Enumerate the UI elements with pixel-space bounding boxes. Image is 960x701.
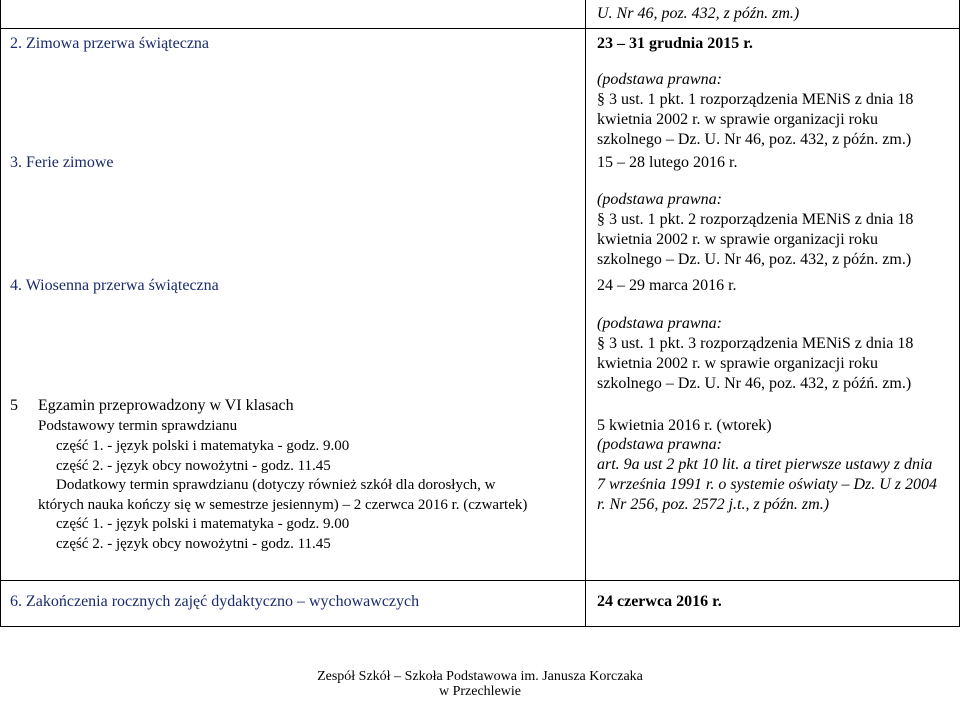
row5-line-extra-part2: część 2. - język obcy nowożytni - godz. 11.45	[56, 536, 331, 552]
row4-legal-line2: § 3 ust. 1 pkt. 3 rozporządzenia MENiS z dnia 18	[597, 335, 914, 352]
footer-line1: Zespół Szkół – Szkoła Podstawowa im. Janusza Korczaka	[317, 669, 643, 684]
row4-legal-line4: szkolnego – Dz. U. Nr 46, poz. 432, z późń. zm.)	[597, 375, 912, 392]
row3-date: 15 – 28 lutego 2016 r.	[597, 154, 738, 171]
row5-legal-line2: art. 9a ust 2 pkt 10 lit. a tiret pierwsze ustawy z dnia	[597, 456, 933, 473]
row5-date: 5 kwietnia 2016 r. (wtorek)	[597, 417, 772, 434]
row5-legal-line3: 7 września 1991 r. o systemie oświaty – Dz. U z 2004	[597, 476, 938, 493]
row4-date: 24 – 29 marca 2016 r.	[597, 277, 737, 294]
row-border-bottom-r6	[0, 626, 960, 627]
row5-line-part2: część 2. - język obcy nowożytni - godz. 11.45	[56, 458, 331, 474]
row4-legal-line3: kwietnia 2002 r. w sprawie organizacji roku	[597, 355, 878, 372]
row2-label: 2. Zimowa przerwa świąteczna	[10, 35, 210, 52]
row5-line-extra-term: Dodatkowy termin sprawdzianu (dotyczy również szkół dla dorosłych, w	[56, 477, 496, 493]
row6-date: 24 czerwca 2016 r.	[597, 593, 722, 610]
row5-line-extra-part1: część 1. - język polski i matematyka - godz. 9.00	[56, 516, 350, 532]
row-border-top-r6	[0, 580, 960, 581]
row5-line-extra-term-cont: których nauka kończy się w semestrze jesiennym) – 2 czerwca 2016 r. (czwartek)	[38, 497, 528, 513]
row2-date: 23 – 31 grudnia 2015 r.	[597, 35, 753, 52]
column-divider	[585, 0, 586, 626]
row4-legal-line1: (podstawa prawna:	[597, 315, 722, 332]
row5-legal-line1: (podstawa prawna:	[597, 436, 722, 453]
row5-line-basic-term: Podstawowy termin sprawdzianu	[38, 418, 238, 434]
row2-legal-line1: (podstawa prawna:	[597, 71, 722, 88]
row5-title: Egzamin przeprowadzony w VI klasach	[38, 397, 294, 414]
row3-legal-line2: § 3 ust. 1 pkt. 2 rozporządzenia MENiS z dnia 18	[597, 211, 914, 228]
row5-number: 5	[10, 397, 18, 414]
row4-label: 4. Wiosenna przerwa świąteczna	[10, 277, 219, 294]
row2-legal-line4: szkolnego – Dz. U. Nr 46, poz. 432, z późn. zm.)	[597, 131, 912, 148]
row2-legal-line3: kwietnia 2002 r. w sprawie organizacji roku	[597, 111, 878, 128]
row5-legal-line4: r. Nr 256, poz. 2572 j.t., z późn. zm.)	[597, 496, 830, 513]
row3-legal-line1: (podstawa prawna:	[597, 191, 722, 208]
row1-legal-tail: U. Nr 46, poz. 432, z późn. zm.)	[597, 5, 800, 22]
row5-line-part1: część 1. - język polski i matematyka - godz. 9.00	[56, 438, 350, 454]
row3-legal-line4: szkolnego – Dz. U. Nr 46, poz. 432, z późn. zm.)	[597, 251, 912, 268]
row-border-top-r2	[0, 28, 960, 29]
row6-label: 6. Zakończenia rocznych zajęć dydaktyczno – wychowawczych	[10, 593, 420, 610]
table-left-border	[0, 0, 1, 626]
row2-legal-line2: § 3 ust. 1 pkt. 1 rozporządzenia MENiS z dnia 18	[597, 91, 914, 108]
row3-label: 3. Ferie zimowe	[10, 154, 114, 171]
row3-legal-line3: kwietnia 2002 r. w sprawie organizacji roku	[597, 231, 878, 248]
footer-line2: w Przechlewie	[438, 684, 522, 699]
